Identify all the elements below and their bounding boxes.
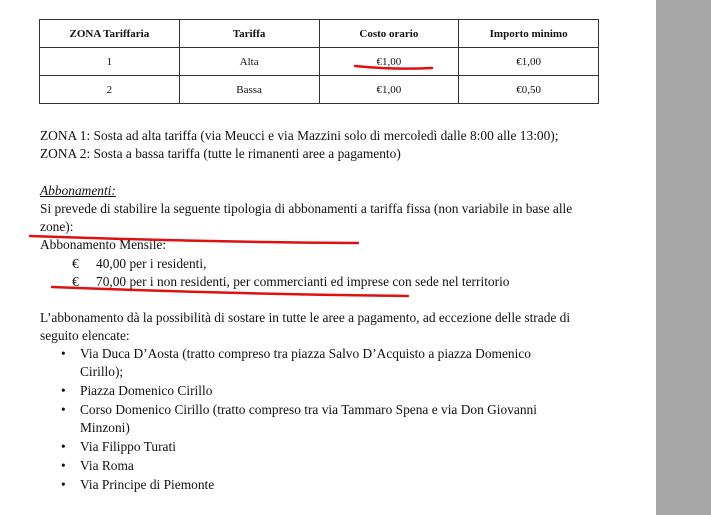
table-header-cell: Tariffa [179, 20, 319, 48]
bullet-icon: • [61, 477, 66, 492]
street-name-continuation: Cirillo); [80, 364, 124, 379]
bullet-icon: • [61, 439, 66, 454]
table-cell: 2 [40, 76, 180, 104]
red-underline-zone [30, 236, 358, 243]
bullet-icon: • [61, 346, 66, 361]
table-cell: 1 [40, 48, 180, 76]
street-name: Via Duca D’Aosta (tratto compreso tra piazza Salvo D’Acquisto a piazza Domenico [80, 346, 531, 361]
table-cell: €1,00 [319, 48, 459, 76]
red-underline-prezzo [52, 287, 408, 296]
street-name-continuation: Minzoni) [80, 420, 130, 435]
zone-1-description: ZONA 1: Sosta ad alta tariffa (via Meucci e via Mazzini solo di mercoledì dalle 8:00 alle 13:00); [40, 128, 559, 143]
euro-symbol: € [72, 256, 79, 271]
abbonamento-paragraph-line2: seguito elencate: [40, 328, 130, 343]
document-gutter [656, 0, 711, 515]
table-cell: Bassa [179, 76, 319, 104]
street-name: Via Principe di Piemonte [80, 477, 215, 492]
table-cell: €1,00 [459, 48, 599, 76]
bullet-icon: • [61, 458, 66, 473]
abbonamenti-intro-line1: Si prevede di stabilire la seguente tipologia di abbonamenti a tariffa fissa (non variabile in base alle [40, 201, 573, 216]
zone-2-description: ZONA 2: Sosta a bassa tariffa (tutte le rimanenti aree a pagamento) [40, 146, 401, 161]
street-name: Piazza Domenico Cirillo [80, 383, 213, 398]
table-header-cell: Importo minimo [459, 20, 599, 48]
table-cell: €0,50 [459, 76, 599, 104]
abbonamenti-intro-line2: zone): [40, 219, 74, 234]
bullet-icon: • [61, 383, 66, 398]
street-name: Corso Domenico Cirillo (tratto compreso tra via Tammaro Spena e via Don Giovanni [80, 402, 537, 417]
price-text: 70,00 per i non residenti, per commercianti ed imprese con sede nel territorio [96, 274, 510, 289]
section-heading: Abbonamenti: [40, 183, 116, 198]
table-cell: €1,00 [319, 76, 459, 104]
table-cell: Alta [179, 48, 319, 76]
price-text: 40,00 per i residenti, [96, 256, 207, 271]
euro-symbol: € [72, 274, 79, 289]
table-header-cell: Costo orario [319, 20, 459, 48]
table-header-cell: ZONA Tariffaria [40, 20, 180, 48]
abbonamento-paragraph-line1: L’abbonamento dà la possibilità di sostare in tutte le aree a pagamento, ad eccezione delle strade di [40, 310, 571, 325]
abbonamento-mensile-label: Abbonamento Mensile: [40, 237, 167, 252]
red-underline-costo [355, 66, 432, 69]
bullet-icon: • [61, 402, 66, 417]
street-name: Via Roma [80, 458, 134, 473]
street-name: Via Filippo Turati [80, 439, 176, 454]
